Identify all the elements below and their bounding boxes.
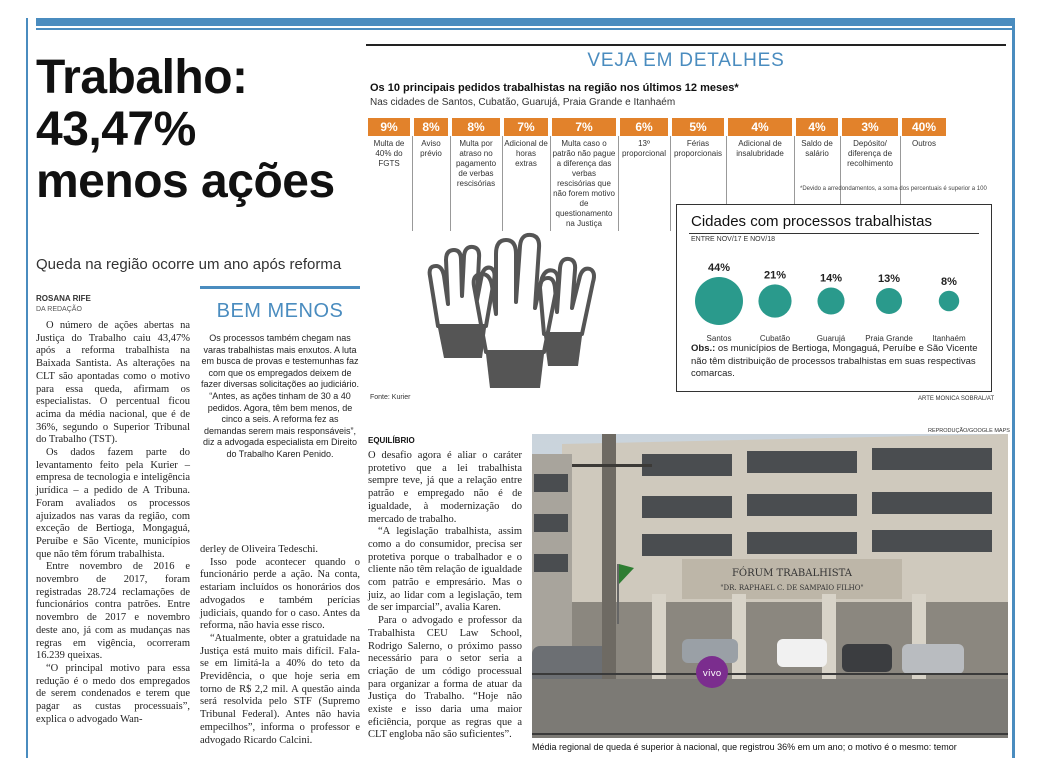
city-bubble <box>876 288 902 314</box>
building-sign-line-2: "DR. RAPHAEL C. DE SAMPAIO FILHO" <box>720 584 864 592</box>
cities-chart-subtitle: ENTRE NOV/17 E NOV/18 <box>691 236 776 243</box>
hands-icon <box>420 216 600 388</box>
city-value-label: 13% <box>877 272 901 285</box>
photo-caption: Média regional de queda é superior à nacional, que registrou 36% em um ano; o motivo é o mesmo: temor <box>532 742 957 752</box>
top-rule-thin <box>36 28 1014 30</box>
bar-item <box>504 118 548 169</box>
bar-item <box>796 118 838 159</box>
bar-category-label: Multa caso o patrão não pague a diferença das verbas rescisórias que não forem motivo de questionamento na Justiça <box>552 139 616 228</box>
paragraph: Entre novembro de 2016 e novembro de 2017, foram registradas 28.724 reclamações de funcionários contra patrões. Entre novembro de 2017 e novembro deste ano, já com as mudanças nas regras em vigência, ocorreram 16.239 queixas. <box>36 561 190 662</box>
note-label: Obs.: <box>691 343 716 354</box>
city-value-label: 21% <box>763 269 787 282</box>
paragraph: O número de ações abertas na Justiça do Trabalho caiu 43,47% após a reforma trabalhista na Baixada Santista. As alterações na CLT são apontadas como o motivo para essa queda, afirmam os especialistas. O percentual ficou acima da média nacional, que é de 36%, segundo o Superior Tribunal do Trabalho (TST). <box>36 320 190 446</box>
headline <box>36 52 356 208</box>
paragraph: Os dados fazem parte do levantamento feito pela Kurier – empresa de tecnologia e inteligência jurídica – a pedido de A Tribuna. Foram avaliados os processos ajuizados nas varas da região, com exceção de Bertioga, Mongaguá, Peruíbe e São Vicente, municípios que não têm fórum trabalhista. <box>36 447 190 560</box>
city-name-label: Santos <box>706 334 732 343</box>
paragraph: “Atualmente, obter a gratuidade na Justiça está muito mais difícil. Fala-se em limitá-la a 40% do teto da Previdência, o que hoje seria em torno de R$ 2,2 mil. A questão ainda será resolvida pelo STF (Supremo Tribunal Federal). Antes não havia empecilhos”, informa o professor e advogado Ricardo Calcini. <box>200 632 360 746</box>
bar-item <box>414 118 448 159</box>
city-value-label: 8% <box>941 275 957 288</box>
bar-item <box>672 118 724 159</box>
cities-chart-box <box>676 204 992 392</box>
paragraph: derley de Oliveira Tedeschi. <box>200 544 319 555</box>
art-credit: ARTE MONICA SOBRAL/AT <box>918 396 995 402</box>
bar-item <box>728 118 792 159</box>
courthouse-photo <box>532 434 1008 738</box>
bar-category-label: Adicional de horas extras <box>504 139 548 168</box>
paragraph: “O principal motivo para essa redução é o medo dos empregados de serem condenados e terem que pagar as custas processuais”, explica o advogado Wan- <box>36 662 190 725</box>
bar-item <box>552 118 616 229</box>
city-bubble <box>758 284 791 317</box>
chart-subtitle: Nas cidades de Santos, Cubatão, Guarujá, Praia Grande e Itanhaém <box>370 97 676 108</box>
headline-line-3: menos ações <box>36 155 335 208</box>
city-value-label: 14% <box>819 272 843 285</box>
raised-hands-illustration <box>420 216 600 388</box>
bar-item <box>368 118 410 169</box>
bar-item <box>620 118 668 159</box>
headline-line-2: 43,47% <box>36 103 196 156</box>
bar-item <box>902 118 946 149</box>
bar-category-label: 13º proporcional <box>621 139 667 158</box>
vivo-sign: vivo <box>702 669 722 679</box>
bar-value-label: 7% <box>504 118 548 136</box>
bar-category-label: Outros <box>911 139 936 148</box>
cities-chart-rule <box>689 233 979 234</box>
bar-value-label: 8% <box>452 118 500 136</box>
bar-category-label: Aviso prévio <box>420 139 442 158</box>
bar-category-label: Saldo de salário <box>801 139 833 158</box>
bar-divider <box>618 136 619 231</box>
bar-category-label: Adicional de insalubridade <box>736 139 784 158</box>
city-value-label: 44% <box>707 262 731 274</box>
bar-value-label: 3% <box>842 118 898 136</box>
sidebar-text: Os processos também chegam nas varas trabalhistas mais enxutos. A luta em busca de provas e testemunhas faz com que os empregados deixem de fazer diversas solicitações ao judiciário. “Antes, as ações tinham de 30 a 40 pedidos. Agora, têm bem menos, de cinco a seis. A reforma fez as demandas serem mais responsáveis”, diz a advogada especialista em Direito do Trabalho Karen Penido. <box>200 333 360 459</box>
city-bubble <box>695 277 743 325</box>
subheadline: Queda na região ocorre um ano após reforma <box>36 256 342 273</box>
chart-title: Os 10 principais pedidos trabalhistas na região nos últimos 12 meses* <box>370 82 739 94</box>
infographic-title: VEJA EM DETALHES <box>587 50 785 71</box>
paragraph: “A legislação trabalhista, assim como a do consumidor, precisa ser protetiva porque o trabalhador e o cliente não têm relação de igualdade com patrão e empresário. Mas o juiz, ao lidar com a legislação, tem de ser imparcial”, avalia Karen. <box>368 526 522 614</box>
top-rule <box>36 18 1014 26</box>
bar-item <box>842 118 898 169</box>
infographic-rule <box>366 44 1006 46</box>
city-name-label: Itanhaém <box>932 334 966 343</box>
bar-value-label: 9% <box>368 118 410 136</box>
chart-footnote: *Devido a arredondamentos, a soma dos percentuais é superior a 100 <box>800 186 987 192</box>
paragraph: Isso pode acontecer quando o funcionário perde a ação. Na conta, estariam incluídos os honorários dos advogados e também perícias judiciais, quando for o caso. Antes da reforma, não havia esse risco. <box>200 556 360 632</box>
cities-note <box>691 343 981 381</box>
building-sign-line-1: FÓRUM TRABALHISTA <box>731 568 853 579</box>
bar-divider <box>670 136 671 231</box>
bar-value-label: 4% <box>728 118 792 136</box>
paragraph: O desafio agora é aliar o caráter protetivo que a lei trabalhista sempre teve, já que a relação entre patrão e empregado não é de igualdade, à modernização do mercado de trabalho. <box>368 450 522 525</box>
bar-value-label: 40% <box>902 118 946 136</box>
city-bubble <box>939 291 959 311</box>
bar-category-label: Férias proporcionais <box>673 139 723 158</box>
city-name-label: Guarujá <box>816 334 846 343</box>
byline-section: DA REDAÇÃO <box>36 306 82 313</box>
byline-author: ROSANA RIFE <box>36 294 91 303</box>
bar-value-label: 4% <box>796 118 838 136</box>
sidebar-title: BEM MENOS <box>216 300 344 322</box>
right-border <box>1012 18 1015 758</box>
bar-value-label: 8% <box>414 118 448 136</box>
note-text: os municípios de Bertioga, Mongaguá, Peruíbe e São Vicente não têm distribuição de processos trabalhistas em suas respectivas comarcas. <box>691 343 978 379</box>
bar-value-label: 7% <box>552 118 616 136</box>
sidebar-box <box>200 286 360 496</box>
chart-source: Fonte: Kurier <box>370 394 411 401</box>
paragraph: Para o advogado e professor da Trabalhista CEU Law School, Rodrigo Salerno, o próximo passo necessário para o setor seria a criação de um código processual para organizar a forma de atuar da Justiça do Trabalho. “Hoje não existe e isso daria uma maior eficiência, porque as regras que a CLT engloba não são suficientes”. <box>368 615 522 741</box>
article-column-2 <box>200 544 360 747</box>
sidebar-rule <box>200 286 360 289</box>
city-name-label: Praia Grande <box>865 334 913 343</box>
left-border <box>26 18 28 758</box>
bar-item <box>452 118 500 189</box>
section-heading: EQUILÍBRIO <box>368 436 415 445</box>
headline-line-1: Trabalho: <box>36 51 248 104</box>
cities-chart-title: Cidades com processos trabalhistas <box>691 213 932 230</box>
city-name-label: Cubatão <box>759 334 791 343</box>
bar-value-label: 5% <box>672 118 724 136</box>
city-bubble <box>817 287 844 314</box>
photo-credit: REPRODUÇÃO/GOOGLE MAPS <box>928 428 1010 434</box>
building-photo-illustration <box>532 434 1008 738</box>
article-column-1 <box>36 320 190 727</box>
bar-category-label: Depósito/ diferença de recolhimento <box>847 139 893 168</box>
bar-category-label: Multa por atraso no pagamento de verbas rescisórias <box>455 139 497 188</box>
bar-value-label: 6% <box>620 118 668 136</box>
bar-divider <box>412 136 413 231</box>
bar-category-label: Multa de 40% do FGTS <box>373 139 405 168</box>
article-column-3 <box>368 450 522 742</box>
